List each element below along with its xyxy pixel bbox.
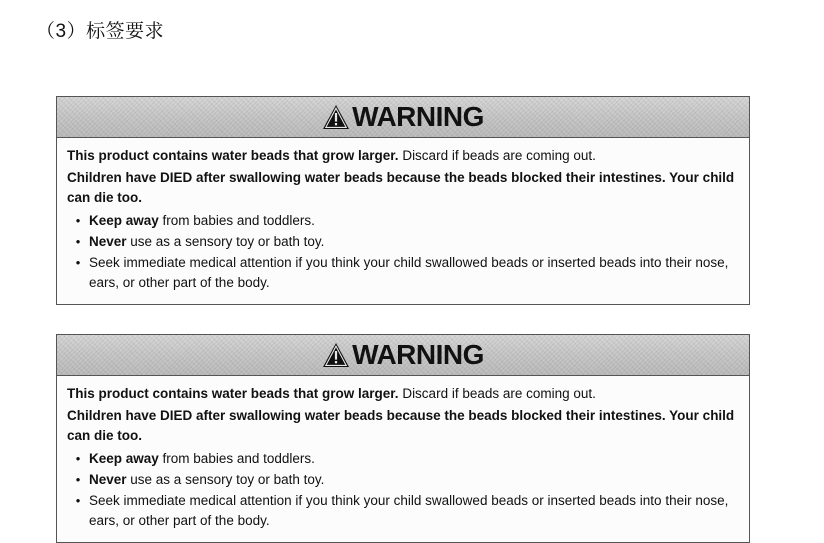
warning-bullet-list [67, 211, 739, 293]
bullet-rest: Seek immediate medical attention if you think your child swallowed beads or inserted beads into their nose, ears, or other part of the body. [89, 493, 729, 528]
warning-title: WARNING [352, 339, 484, 370]
bullet-marker-icon: • [75, 472, 81, 487]
warning-paragraph-2 [67, 406, 739, 446]
warning-body [57, 138, 749, 304]
list-item [67, 491, 739, 531]
first-warning-label [56, 96, 750, 305]
list-item [67, 211, 739, 231]
warning-triangle-icon [322, 342, 350, 368]
bullet-rest: from babies and toddlers. [158, 213, 315, 228]
warning-paragraph-2-bold: Children have DIED after swallowing water beads because the beads blocked their intestines. Your child can die too. [67, 170, 735, 205]
bullet-marker-icon: • [75, 213, 81, 228]
warning-paragraph-1 [67, 384, 739, 404]
warning-title: WARNING [352, 101, 484, 132]
bullet-bold: Keep away [89, 213, 159, 228]
bullet-rest: use as a sensory toy or bath toy. [126, 234, 325, 249]
warning-bullet-list [67, 449, 739, 531]
bullet-bold: Never [89, 472, 127, 487]
warning-header [57, 335, 749, 376]
warning-body [57, 376, 749, 542]
warning-header [57, 97, 749, 138]
second-warning-label [56, 334, 750, 543]
bullet-rest: Seek immediate medical attention if you think your child swallowed beads or inserted beads into their nose, ears, or other part of the body. [89, 255, 729, 290]
bullet-marker-icon: • [75, 493, 81, 508]
warning-paragraph-2 [67, 168, 739, 208]
warning-triangle-icon [322, 104, 350, 130]
bullet-marker-icon: • [75, 451, 81, 466]
section-heading: （3）标签要求 [36, 21, 165, 42]
bullet-text [89, 211, 739, 231]
bullet-text [89, 232, 739, 252]
warning-paragraph-2-bold: Children have DIED after swallowing water beads because the beads blocked their intestines. Your child can die too. [67, 408, 735, 443]
warning-header-inner [322, 341, 484, 369]
bullet-text [89, 253, 739, 293]
list-item [67, 232, 739, 252]
warning-header-inner [322, 103, 484, 131]
list-item [67, 470, 739, 490]
warning-paragraph-1 [67, 146, 739, 166]
warning-paragraph-1-rest: Discard if beads are coming out. [398, 386, 596, 401]
list-item [67, 449, 739, 469]
bullet-rest: use as a sensory toy or bath toy. [126, 472, 325, 487]
bullet-bold: Never [89, 234, 127, 249]
warning-paragraph-1-bold: This product contains water beads that grow larger. [67, 148, 399, 163]
bullet-bold: Keep away [89, 451, 159, 466]
bullet-text [89, 470, 739, 490]
warning-paragraph-1-rest: Discard if beads are coming out. [398, 148, 596, 163]
bullet-marker-icon: • [75, 234, 81, 249]
bullet-marker-icon: • [75, 255, 81, 270]
warning-paragraph-1-bold: This product contains water beads that grow larger. [67, 386, 399, 401]
bullet-rest: from babies and toddlers. [158, 451, 315, 466]
list-item [67, 253, 739, 293]
bullet-text [89, 491, 739, 531]
bullet-text [89, 449, 739, 469]
